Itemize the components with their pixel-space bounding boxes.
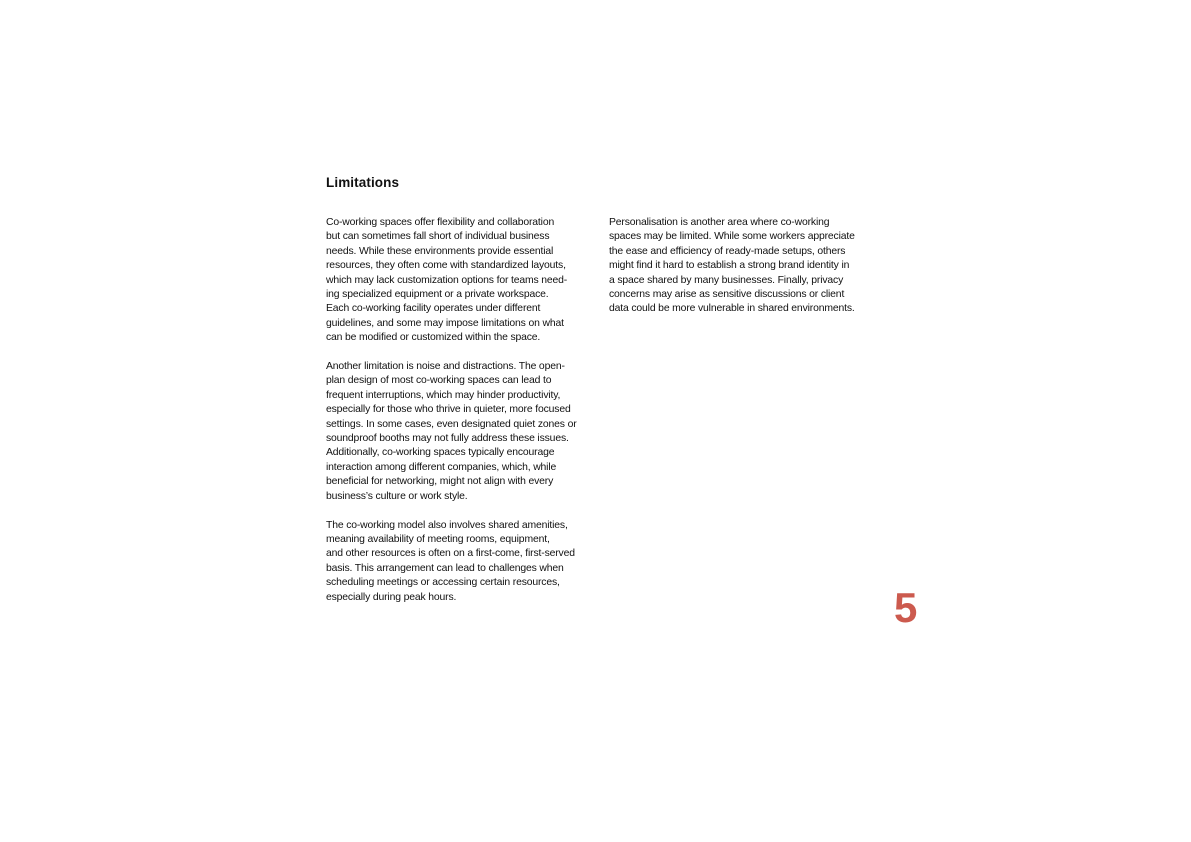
- paragraph: [609, 216, 871, 317]
- text-line: spaces may be limited. While some workers appreciate: [609, 231, 855, 243]
- section-heading: Limitations: [326, 175, 400, 190]
- text-line: can be modified or customized within the space.: [326, 332, 541, 344]
- text-line: meaning availability of meeting rooms, equipment,: [326, 533, 550, 545]
- text-line: Co-working spaces offer flexibility and collaboration: [326, 217, 555, 228]
- text-line: resources, they often come with standardized layouts,: [326, 260, 566, 272]
- text-line: a space shared by many businesses. Finally, privacy: [609, 274, 844, 286]
- text-line: needs. While these environments provide essential: [326, 245, 554, 257]
- text-line: might find it hard to establish a strong brand identity in: [609, 260, 850, 272]
- text-line: the ease and efficiency of ready-made setups, others: [609, 245, 846, 257]
- text-line: scheduling meetings or accessing certain resources,: [326, 577, 560, 589]
- text-line: data could be more vulnerable in shared environments.: [609, 303, 855, 315]
- text-line: and other resources is often on a first-come, first-served: [326, 548, 575, 560]
- text-line: concerns may arise as sensitive discussions or client: [609, 289, 845, 301]
- page-number: 5: [894, 584, 918, 631]
- text-line: Additionally, co-working spaces typically encourage: [326, 447, 555, 459]
- text-line: soundproof booths may not fully address these issues.: [326, 433, 569, 445]
- left-text-column: [326, 216, 588, 619]
- text-line: basis. This arrangement can lead to challenges when: [326, 562, 564, 574]
- paragraph: [326, 360, 588, 504]
- text-line: Personalisation is another area where co-working: [609, 217, 830, 228]
- text-line: especially for those who thrive in quieter, more focused: [326, 404, 571, 416]
- text-line: but can sometimes fall short of individual business: [326, 231, 550, 243]
- text-line: The co-working model also involves shared amenities,: [326, 519, 568, 531]
- text-line: beneficial for networking, might not align with every: [326, 476, 554, 488]
- text-line: interaction among different companies, which, while: [326, 461, 557, 473]
- text-line: ing specialized equipment or a private workspace.: [326, 289, 549, 301]
- right-text-column: [609, 216, 871, 331]
- text-line: frequent interruptions, which may hinder productivity,: [326, 389, 561, 401]
- text-line: Another limitation is noise and distractions. The open-: [326, 361, 565, 373]
- text-line: which may lack customization options for teams need-: [326, 274, 568, 286]
- paragraph: [326, 519, 588, 605]
- text-line: especially during peak hours.: [326, 591, 457, 603]
- text-line: Each co-working facility operates under different: [326, 303, 541, 315]
- text-line: settings. In some cases, even designated quiet zones or: [326, 418, 577, 430]
- paragraph: [326, 216, 588, 346]
- text-line: plan design of most co-working spaces can lead to: [326, 375, 552, 387]
- text-line: guidelines, and some may impose limitations on what: [326, 317, 564, 329]
- text-line: business’s culture or work style.: [326, 490, 468, 502]
